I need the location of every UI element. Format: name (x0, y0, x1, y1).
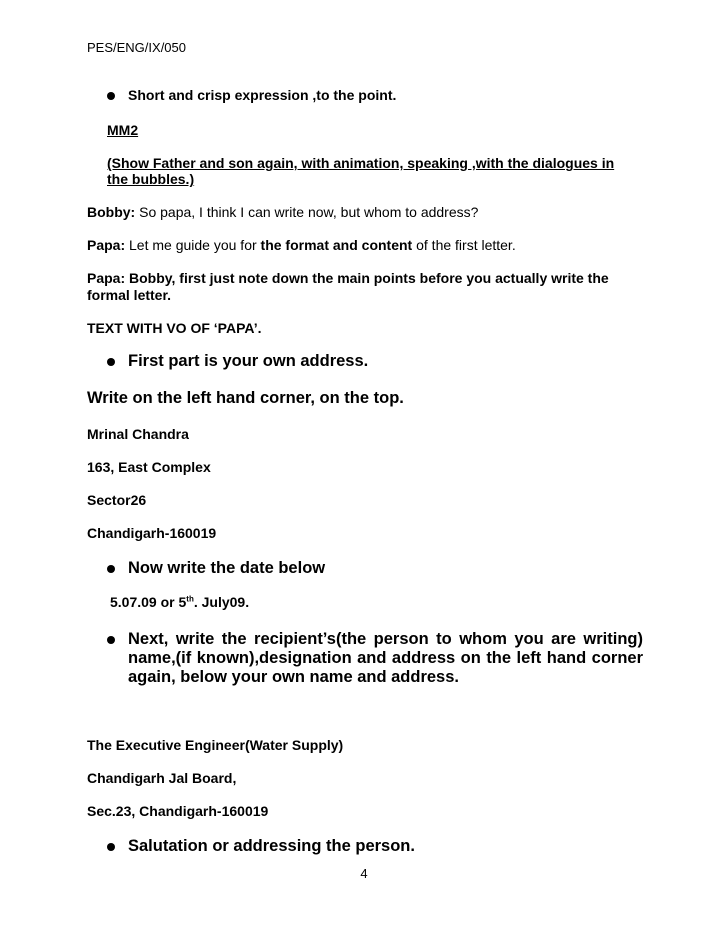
bullet-icon (107, 565, 115, 573)
document-code: PES/ENG/IX/050 (87, 40, 186, 55)
recipient-line: Chandigarh Jal Board, (87, 770, 237, 786)
date-superscript: th (186, 594, 194, 604)
speaker-name: Papa: (87, 237, 126, 253)
dialogue-papa-line: Papa: Bobby, first just note down the main points before you actually write the (87, 270, 609, 286)
address-line: Mrinal Chandra (87, 426, 189, 442)
section-label: MM2 (107, 122, 139, 138)
dialogue-text: of the first letter. (412, 237, 516, 253)
bullet-text: Next, write the recipient’s(the person to whom you are writing) (128, 630, 643, 648)
speaker-name: Bobby: (87, 204, 136, 220)
bullet-text: again, below your own name and address. (128, 668, 459, 686)
instruction-line: the bubbles.) (107, 171, 195, 187)
dialogue-emphasis: the format and content (260, 237, 413, 253)
bullet-text: Now write the date below (128, 559, 326, 577)
dialogue-papa (87, 237, 516, 253)
dialogue-text: So papa, I think I can write now, but whom to address? (135, 204, 479, 220)
bullet-text: Salutation or addressing the person. (128, 837, 415, 855)
recipient-line: The Executive Engineer(Water Supply) (87, 737, 344, 753)
bullet-icon (107, 843, 115, 851)
dialogue-text: Let me guide you for (125, 237, 261, 253)
date-text: 5.07.09 or 5 (110, 594, 187, 610)
date-example (110, 594, 249, 610)
date-text: . July09. (193, 594, 250, 610)
instruction-line: (Show Father and son again, with animation, speaking ,with the dialogues in (107, 155, 615, 171)
bullet-icon (107, 636, 115, 644)
vo-note: TEXT WITH VO OF ‘PAPA’. (87, 320, 262, 336)
address-line: Chandigarh-160019 (87, 525, 217, 541)
dialogue-bobby (87, 204, 478, 220)
bullet-text: name,(if known),designation and address on the left hand corner (128, 649, 643, 667)
page-number: 4 (360, 866, 368, 881)
bullet-icon (107, 92, 115, 100)
bullet-text: First part is your own address. (128, 352, 369, 370)
bullet-icon (107, 358, 115, 366)
bullet-text: Short and crisp expression ,to the point. (128, 87, 397, 103)
address-line: Sector26 (87, 492, 147, 508)
dialogue-papa-line: formal letter. (87, 287, 172, 303)
address-line: 163, East Complex (87, 459, 211, 475)
instruction-text: Write on the left hand corner, on the top. (87, 389, 404, 407)
recipient-line: Sec.23, Chandigarh-160019 (87, 803, 269, 819)
